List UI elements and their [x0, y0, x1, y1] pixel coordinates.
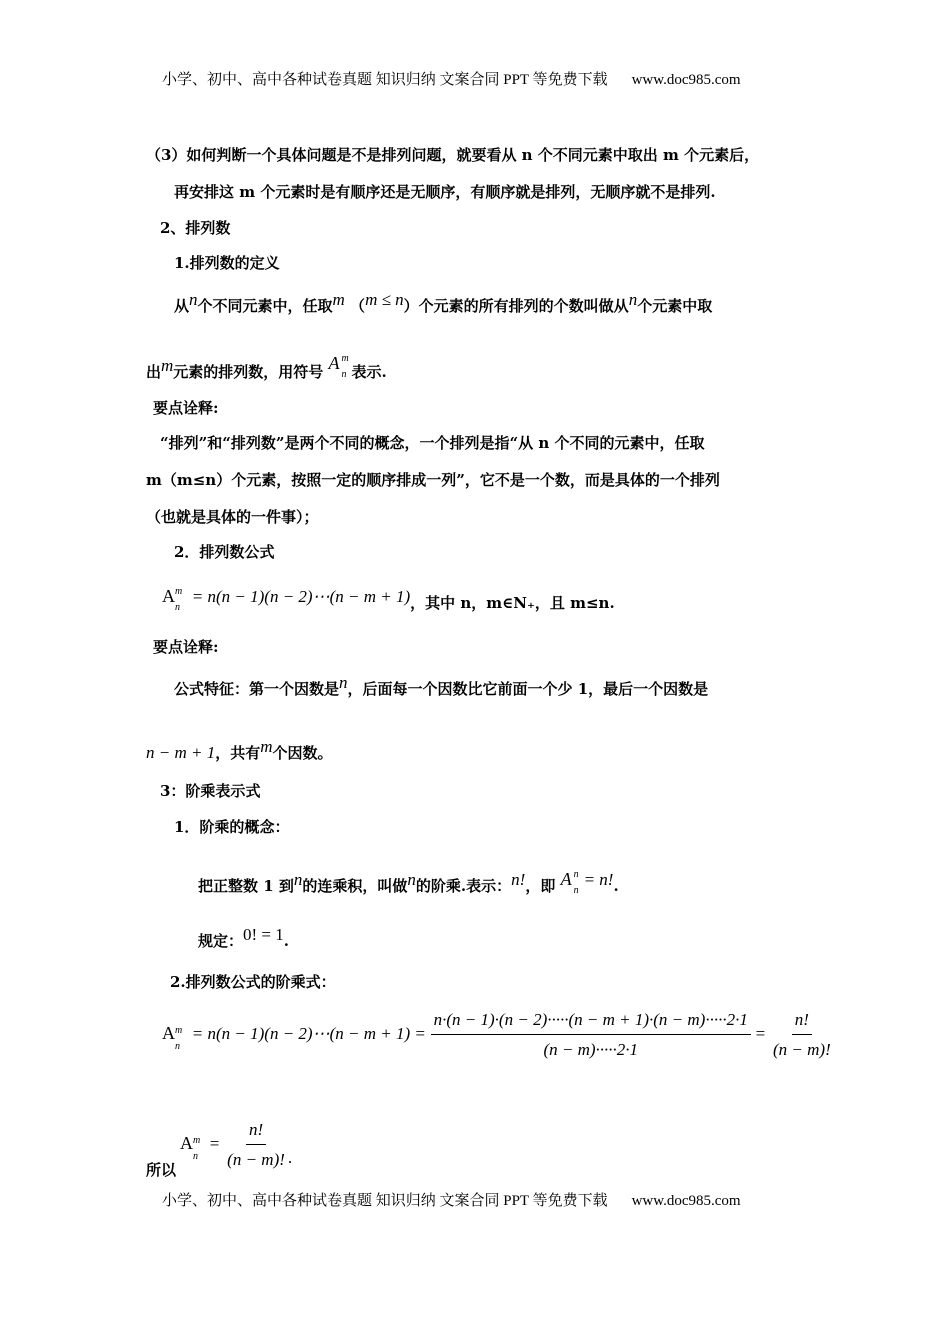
fraction-result: [224, 1118, 288, 1172]
subsection-definition: 1.排列数的定义: [174, 254, 280, 272]
denominator: (n − m)·····2·1: [543, 1040, 639, 1059]
note-line3: （也就是具体的一件事）；: [146, 508, 319, 526]
a-sup: m: [175, 1025, 183, 1036]
formula-condition: ，其中 n，m∈N₊，且 m≤n.: [410, 594, 615, 612]
a-sup: n: [573, 869, 579, 880]
math-n: n: [189, 290, 198, 309]
feature-line1: [174, 673, 708, 699]
symbol-A: [560, 869, 584, 896]
subsection-formula: 2．排列数公式: [174, 543, 275, 561]
math-condition: m ≤ n: [365, 290, 404, 309]
a-sup: m: [175, 586, 183, 597]
math-expr: n − m + 1: [146, 743, 216, 762]
denominator: (n − m)!: [773, 1040, 831, 1059]
text: ，共有: [215, 744, 261, 762]
symbol-A: [328, 353, 352, 380]
symbol-A: [180, 1133, 205, 1162]
key-points-title-2: 要点诠释:: [153, 638, 219, 656]
period: .: [287, 1148, 293, 1167]
fraction-result: [770, 1008, 834, 1062]
section-2-title: 2、排列数: [160, 219, 231, 237]
text: 个不同元素中，任取: [197, 297, 333, 315]
factorial-line: [198, 870, 619, 896]
text: 公式特征：第一个因数是: [174, 680, 340, 698]
formula-expr: = n(n − 1)(n − 2)⋯(n − m + 1): [191, 587, 411, 606]
factorial-formula: [162, 1008, 834, 1062]
math-expr: = n!: [583, 870, 614, 889]
a-sub: n: [175, 1041, 180, 1052]
rule-line: [198, 925, 289, 951]
numerator: n·(n − 1)·(n − 2)·····(n − m + 1)·(n − m)·····2·1: [431, 1008, 751, 1035]
key-points-title: 要点诠释:: [153, 399, 219, 417]
text: 规定：: [198, 932, 244, 950]
text: ）个元素的所有排列的个数叫做从: [403, 297, 629, 315]
text: （: [350, 297, 366, 315]
numerator: n!: [792, 1008, 812, 1035]
text: ，后面每一个因数比它前面一个少 1，最后一个因数是: [347, 680, 709, 698]
text: 个因数。: [272, 744, 333, 762]
a-base: A: [162, 1023, 175, 1043]
text: .: [283, 932, 289, 950]
text: 的阶乘.表示：: [415, 877, 512, 895]
math-n: n: [628, 290, 638, 309]
note-line2: m（m≤n）个元素，按照一定的顺序排成一列”，它不是一个数，而是具体的一个排列: [146, 471, 720, 489]
equals: =: [755, 1024, 766, 1043]
text: 把正整数 1 到: [198, 877, 294, 895]
a-base: A: [162, 586, 175, 606]
a-sub: n: [193, 1151, 198, 1162]
a-sub: n: [175, 602, 180, 613]
page-footer: [162, 1191, 741, 1211]
math-n: n: [293, 870, 303, 889]
text: .: [613, 877, 619, 895]
subsection-factorial: 1．阶乘的概念：: [174, 818, 290, 836]
note-line1: “排列”和“排列数”是两个不同的概念，一个排列是指“从 n 个不同的元素中，任取: [160, 434, 705, 452]
text: 出: [146, 363, 162, 381]
math-expr: n!: [511, 870, 526, 889]
math-expr: 0! = 1: [243, 925, 284, 944]
denominator: (n − m)!: [227, 1150, 285, 1169]
a-sup: m: [341, 353, 349, 364]
footer-site: www.doc985.com: [631, 1193, 741, 1209]
conclusion-formula: [180, 1118, 292, 1172]
a-sup: m: [193, 1135, 201, 1146]
a-base: A: [180, 1133, 193, 1153]
math-m: m: [161, 356, 174, 375]
symbol-A: [162, 1023, 187, 1052]
paragraph-3-line2: 再安排这 m 个元素时是有顺序还是无顺序，有顺序就是排列，无顺序就不是排列.: [174, 183, 716, 201]
definition-line1: [174, 290, 712, 316]
paragraph-3-line1: （3）如何判断一个具体问题是不是排列问题，就要看从 n 个不同元素中取出 m 个元素后，: [146, 146, 760, 164]
definition-line2: [146, 353, 387, 382]
math-m: m: [332, 290, 345, 309]
header-site: www.doc985.com: [631, 72, 741, 88]
footer-text: 小学、初中、高中各种试卷真题 知识归纳 文案合同 PPT 等免费下载: [162, 1193, 608, 1209]
equals: =: [209, 1134, 220, 1153]
page-header: [162, 70, 741, 90]
math-n: n: [407, 870, 416, 889]
fraction: [431, 1008, 751, 1062]
text: 元素的排列数，用符号: [173, 363, 324, 381]
math-m: m: [260, 737, 273, 756]
numerator: n!: [246, 1118, 266, 1145]
header-text: 小学、初中、高中各种试卷真题 知识归纳 文案合同 PPT 等免费下载: [162, 72, 608, 88]
a-sub: n: [341, 369, 347, 380]
permutation-formula: [162, 586, 615, 613]
a-sub: n: [573, 885, 579, 896]
math-n: n: [339, 673, 348, 692]
a-base: A: [560, 869, 572, 889]
text: 从: [174, 297, 190, 315]
so-label: 所以: [146, 1161, 177, 1179]
a-base: A: [328, 353, 340, 373]
section-3-title: 3：阶乘表示式: [160, 782, 261, 800]
text: ，即: [525, 877, 556, 895]
feature-line2: [146, 737, 333, 763]
text: 的连乘积，叫做: [302, 877, 408, 895]
text: 表示.: [351, 363, 387, 381]
formula-lhs: = n(n − 1)(n − 2)⋯(n − m + 1) =: [191, 1024, 426, 1043]
subsection-factorial-formula: 2.排列数公式的阶乘式：: [170, 973, 336, 991]
text: 个元素中取: [637, 297, 713, 315]
symbol-A: [162, 586, 187, 613]
